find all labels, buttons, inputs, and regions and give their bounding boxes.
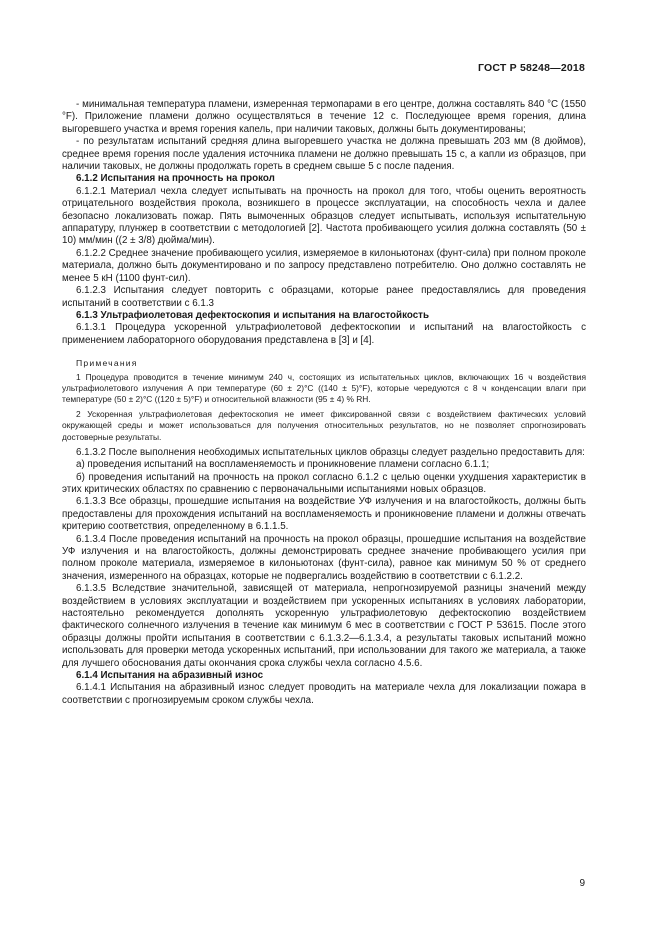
paragraph-6-1-3-2: 6.1.3.2 После выполнения необходимых испытательных циклов образцы следует раздельно предоставить для: (76, 446, 585, 458)
paragraph-6-1-3-4: 6.1.3.4 После проведения испытаний на прочность на прокол образцы, прошедшие испытания на воздействие УФ излучения и на влагостойкость, должны демонстрировать среднее значение пробивающего усилия при полном проколе материала, измеряемое в килоньютонах (фунт-сила), равное как минимум 50 % от среднего значения, измеренного на образцах, которые не подвергались воздействию в соответствии с 6.1.2.2. (62, 533, 586, 582)
notes-title: Примечания (76, 358, 138, 369)
standard-designation: ГОСТ Р 58248—2018 (477, 62, 585, 74)
list-item-a: а) проведения испытаний на воспламеняемость и проникновение пламени согласно 6.1.1; (76, 459, 490, 471)
page-body (62, 99, 586, 707)
section-heading-6-1-3: 6.1.3 Ультрафиолетовая дефектоскопия и испытания на влагостойкость (76, 309, 429, 321)
paragraph-6-1-3-1: 6.1.3.1 Процедура ускоренной ультрафиолетовой дефектоскопии и испытаний на влагостойкость с применением лабораторного оборудования представлена в [3] и [4]. (62, 322, 586, 346)
paragraph-6-1-2-3: 6.1.2.3 Испытания следует повторить с образцами, которые ранее предоставлялись для проведения испытаний в соответствии с 6.1.3 (62, 285, 586, 309)
paragraph-6-1-4-1: 6.1.4.1 Испытания на абразивный износ следует проводить на материале чехла для локализации пожара в соответствии с прогнозируемым сроком службы чехла. (62, 682, 586, 706)
note-1: 1 Процедура проводится в течение минимум 240 ч, состоящих из испытательных циклов, включающих 16 ч воздействия ультрафиолетового излучения А при температуре (60 ± 2)°С ((140 ± 5)°F), которые чередуются с 8 ч конденсации влаги при температуре (50 ± 2)°С ((120 ± 5)°F) и относительной влажности (95 ± 4) % RH. (62, 371, 586, 404)
section-heading-6-1-2: 6.1.2 Испытания на прочность на прокол (76, 173, 275, 185)
paragraph-6-1-3-5: 6.1.3.5 Вследствие значительной, зависящей от материала, непрогнозируемой разницы значений между воздействием в условиях эксплуатации и воздействием при ускоренных испытаниях в условиях лаборатории, настоятельно рекомендуется дополнять ускоренную ультрафиолетовую дефектоскопию воздействием фактического солнечного излучения в течение как минимум 6 мес в соответствии с ГОСТ Р 53615. После этого образцы должны пройти испытания в соответствии с 6.1.3.2—6.1.3.4, а результаты таковых испытаний можно использовать для проверки метода ускоренных испытаний, при использовании для такого же материала, а также для лучшего обоснования даты окончания срока службы чехла согласно 4.5.6. (62, 583, 586, 669)
paragraph-6-1-2-2: 6.1.2.2 Среднее значение пробивающего усилия, измеряемое в килоньютонах (фунт-сила) при полном проколе материала, должно быть документировано и по запросу представлено потребителю. Оно должно составлять не менее 5 кН (1100 фунт-сил). (62, 247, 586, 284)
list-item-b: б) проведения испытаний на прочность на прокол согласно 6.1.2 с целью оценки ухудшения характеристик в этих критических областях по сравнению с первоначальными испытаниями новых образцов. (62, 471, 586, 495)
bullet-min-flame-temperature: - минимальная температура пламени, измеренная термопарами в его центре, должна составлять 840 °С (1550 °F). Приложение пламени должно осуществляться в течение 12 с. Последующее время горения, длина выгоревшего участка и время горения капель, при наличии таковых, должны быть документированы; (62, 99, 586, 135)
notes-block (62, 357, 586, 443)
paragraph-6-1-3-3: 6.1.3.3 Все образцы, прошедшие испытания на воздействие УФ излучения и на влагостойкость, должны быть предоставлены для прохождения испытаний на воспламеняемость и проникновение пламени и должны отвечать критерию соответствия, определенному в 6.1.1.5. (62, 496, 586, 533)
bullet-test-results: - по результатам испытаний средняя длина выгоревшего участка не должна превышать 203 мм (8 дюймов), среднее время горения после удаления источника пламени не должно превышать 15 с, а капли из образцов, при наличии таковых, не должны продолжать гореть в среднем свыше 5 с после падения. (62, 136, 586, 173)
section-heading-6-1-4: 6.1.4 Испытания на абразивный износ (76, 670, 264, 682)
page-number: 9 (579, 878, 585, 889)
note-2: 2 Ускоренная ультрафиолетовая дефектоскопия не имеет фиксированной связи с воздействием фактических условий окружающей среды и может использоваться для получения относительных результатов, но не позволяет спрогнозировать достоверные результаты. (62, 409, 586, 442)
paragraph-6-1-2-1: 6.1.2.1 Материал чехла следует испытывать на прочность на прокол для того, чтобы оценить вероятность отрицательного воздействия прокола, возникшего в процессе эксплуатации, на способность чехла и далее безопасно локализовать пожар. Пять вымоченных образцов следует испытывать, используя испытательную аппаратуру, плунжер в соответствии с методологией [2]. Частота пробивающего усилия должна составлять (50 ± 10) мм/мин ((2 ± 3/8) дюйма/мин). (62, 185, 586, 247)
